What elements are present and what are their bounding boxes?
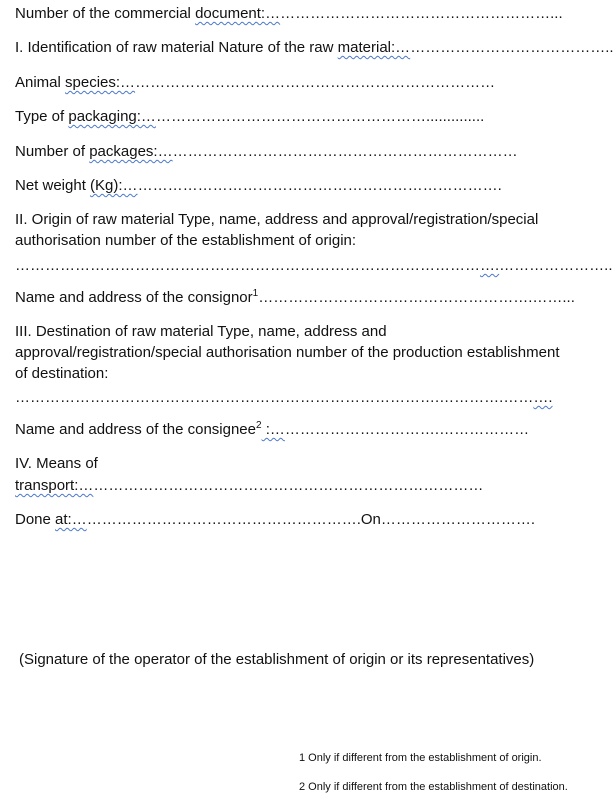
packages-field[interactable]: packages:… [89,143,173,160]
consignee-footnote-ref: 2 [256,420,262,431]
packages-line [15,141,518,162]
done-line [15,509,535,530]
destination-establishment-line [15,387,553,408]
commercial-document-label: Number of the commercial [15,5,196,22]
origin-establishment-field[interactable]: …. [480,257,500,274]
consignee-dots: ………………………….……………… [284,421,530,438]
net-weight-label: Net weight [15,177,91,194]
consignor-footnote-ref: 1 [252,288,259,299]
net-weight-field[interactable]: (Kg):… [90,177,138,194]
commercial-document-dots: ………………………………………………... [280,5,563,22]
footnote-2: 2 Only if different from the establishment of destination. [299,781,568,793]
destination-dots: ………………………………………………………………………….………….…… [15,389,534,406]
packaging-field[interactable]: packaging:… [68,108,156,125]
packages-dots: …………………………………………………………… [172,143,518,160]
consignee-label: Name and address of the consignee [15,421,256,438]
section3-heading-line1: III. Destination of raw material Type, name, address and [15,323,387,340]
consignee-field[interactable]: :… [261,421,285,438]
commercial-document-line [15,3,563,24]
consignor-label: Name and address of the consignor [15,289,253,306]
footnote-1: 1 Only if different from the establishment of origin. [299,752,542,764]
commercial-document-field[interactable]: document:… [195,5,281,22]
done-on-field[interactable]: …………………………. [380,511,536,528]
packaging-line [15,106,484,127]
animal-species-line [15,72,495,93]
done-at-dots: ………………………………………………. [86,511,361,528]
consignor-line [15,287,575,308]
transport-line [15,475,483,496]
done-on-label: On [360,511,381,528]
section2-heading-line2: authorisation number of the establishment of origin: [15,232,357,249]
transport-dots: …………………………………………………………………… [93,477,484,494]
animal-species-field[interactable]: species:… [65,74,136,91]
section3-heading-line2: approval/registration/special authorisation number of the production establishment [15,344,560,361]
origin-dots-a: ………………………………………………………………………………… [15,257,480,274]
raw-material-nature-dots: ………………………………….. [410,39,614,56]
signature-caption: (Signature of the operator of the establishment of origin or its representatives) [19,651,535,668]
destination-establishment-field[interactable]: …. [533,389,553,406]
done-label: Done [15,511,56,528]
raw-material-nature-line [15,37,614,58]
animal-species-dots: ……………………………………………………………… [135,74,496,91]
origin-establishment-line [15,255,613,276]
packages-label: Number of [15,143,90,160]
net-weight-dots: ………………………………………………………………. [137,177,502,194]
consignee-line [15,419,529,440]
packaging-label: Type of [15,108,69,125]
raw-material-nature-field[interactable]: material:… [337,39,411,56]
section2-heading-line1: II. Origin of raw material Type, name, address and approval/registration/special [15,211,539,228]
net-weight-line [15,175,502,196]
section1-label: I. Identification of raw material Nature of the raw [15,39,338,56]
packaging-dots: ……………………………………………….............. [155,108,485,125]
origin-dots-b: ………………….. [499,257,613,274]
section4-heading: IV. Means of [15,455,98,472]
consignor-field[interactable]: ……………………………………………….……... [258,289,575,306]
transport-field[interactable]: transport:… [15,477,94,494]
done-at-field[interactable]: at:… [55,511,87,528]
section3-heading-line3: of destination: [15,365,109,382]
animal-species-label: Animal [15,74,66,91]
